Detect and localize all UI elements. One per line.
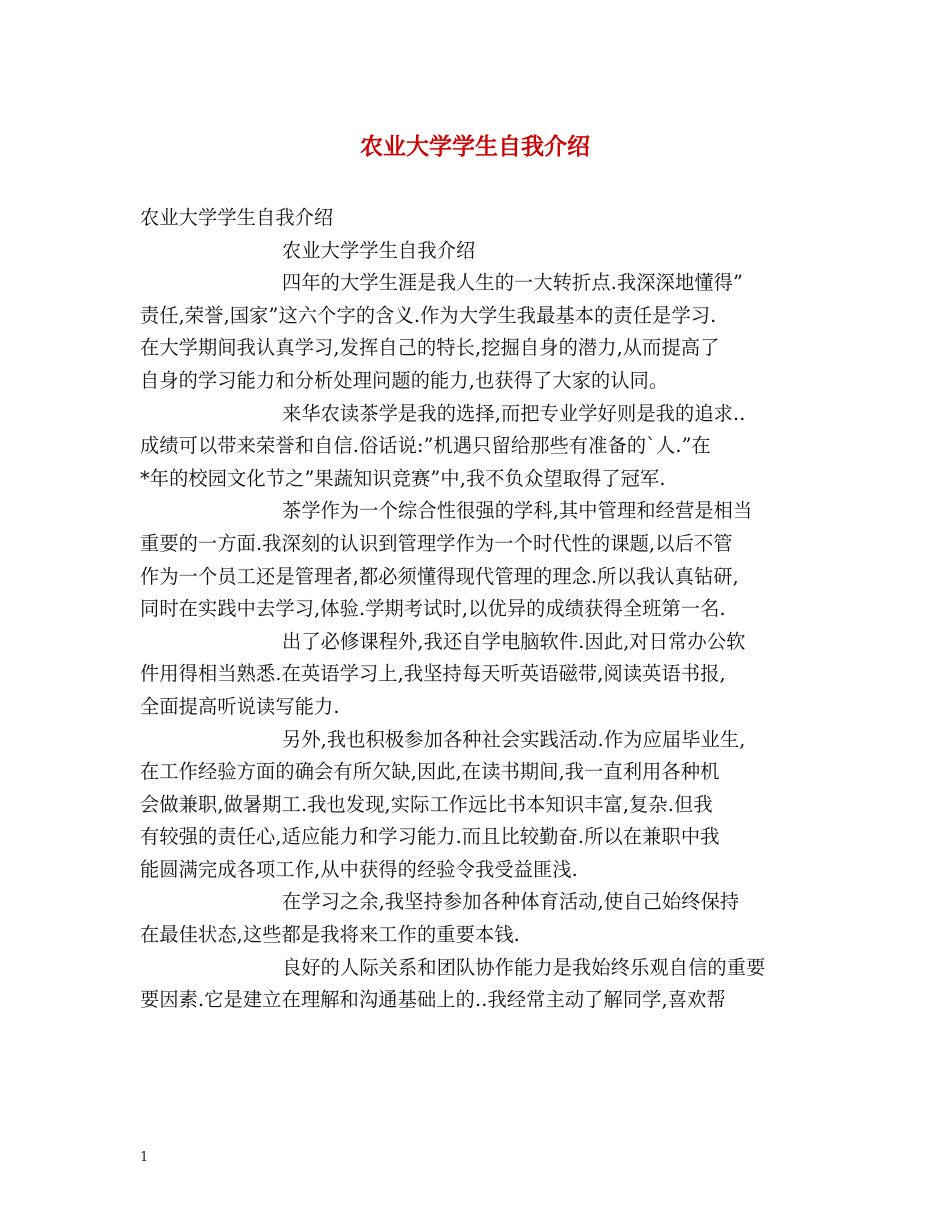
document-title: 农业大学学生自我介绍 (360, 134, 590, 160)
paragraph-line: 自身的学习能力和分析处理问题的能力,也获得了大家的认同。 (140, 368, 669, 392)
paragraph-line: 成绩可以带来荣誉和自信.俗话说:”机遇只留给那些有准备的`人.”在 (140, 434, 711, 458)
paragraph-line: 茶学作为一个综合性很强的学科,其中管理和经营是相当 (282, 499, 753, 523)
paragraph-line: 能圆满完成各项工作,从中获得的经验令我受益匪浅. (140, 857, 578, 881)
paragraph-line: 在工作经验方面的确会有所欠缺,因此,在读书期间,我一直利用各种机 (140, 760, 720, 784)
paragraph-line: 四年的大学生涯是我人生的一大转折点.我深深地懂得” (282, 271, 743, 295)
paragraph-line: 会做兼职,做暑期工.我也发现,实际工作远比书本知识丰富,复杂.但我 (140, 792, 713, 816)
paragraph-line: 重要的一方面.我深刻的认识到管理学作为一个时代性的课题,以后不管 (140, 531, 733, 555)
body-line-subheading: 农业大学学生自我介绍 (282, 238, 476, 262)
paragraph-line: 在最佳状态,这些都是我将来工作的重要本钱. (140, 923, 520, 947)
paragraph-line: 全面提高听说读写能力. (140, 694, 340, 718)
paragraph-line: 在大学期间我认真学习,发挥自己的特长,挖掘自身的潜力,从而提高了 (140, 336, 720, 360)
paragraph-line: 另外,我也积极参加各种社会实践活动.作为应届毕业生, (282, 727, 746, 751)
body-line-heading: 农业大学学生自我介绍 (140, 206, 334, 229)
paragraph-line: 同时在实践中去学习,体验.学期考试时,以优异的成绩获得全班第一名. (140, 597, 726, 621)
paragraph-line: *年的校园文化节之”果蔬知识竞赛”中,我不负众望取得了冠军. (140, 466, 666, 490)
page-number: 1 (140, 1150, 149, 1165)
paragraph-line: 来华农读茶学是我的选择,而把专业学好则是我的追求.. (282, 401, 746, 425)
paragraph-line: 责任,荣誉,国家”这六个字的含义.作为大学生我最基本的责任是学习. (140, 303, 717, 327)
paragraph-line: 在学习之余,我坚持参加各种体育活动,使自己始终保持 (282, 890, 740, 914)
paragraph-line: 件用得相当熟悉.在英语学习上,我坚持每天听英语磁带,阅读英语书报, (140, 662, 726, 686)
paragraph-line: 出了必修课程外,我还自学电脑软件.因此,对日常办公软 (282, 629, 746, 653)
paragraph-line: 良好的人际关系和团队协作能力是我始终乐观自信的重要 (282, 955, 766, 979)
document-body (140, 202, 815, 1017)
paragraph-line: 有较强的责任心,适应能力和学习能力.而且比较勤奋.所以在兼职中我 (140, 825, 720, 849)
paragraph-line: 要因素.它是建立在理解和沟通基础上的..我经常主动了解同学,喜欢帮 (140, 988, 726, 1012)
paragraph-line: 作为一个员工还是管理者,都必须懂得现代管理的理念.所以我认真钻研, (140, 564, 739, 588)
